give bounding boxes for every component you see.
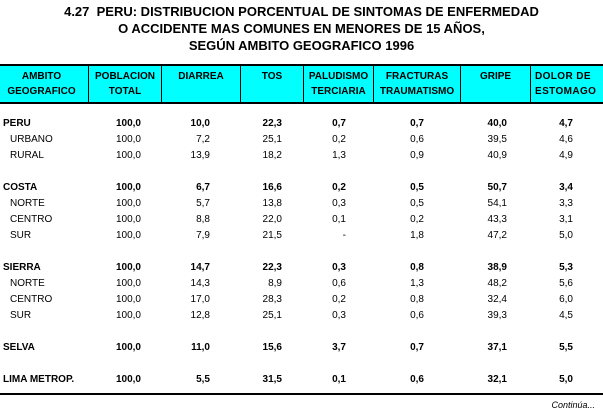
- table-cell: 4,6: [559, 134, 573, 145]
- table-cell: 100,0: [115, 150, 141, 161]
- table-cell: 0,3: [332, 262, 346, 273]
- table-cell: 6,0: [559, 294, 573, 305]
- table-row: [0, 292, 603, 308]
- table-cell: 43,3: [487, 214, 507, 225]
- table-cell: 7,2: [196, 134, 210, 145]
- table-cell: 8,8: [196, 214, 210, 225]
- row-label: SUR: [10, 310, 32, 321]
- table-cell: 7,9: [196, 230, 210, 241]
- table-cell: 10,0: [190, 118, 210, 129]
- row-label: SUR: [10, 230, 32, 241]
- table-row: [0, 340, 603, 356]
- title-line-3: SEGÚN AMBITO GEOGRAFICO 1996: [188, 38, 415, 53]
- header-dolor: DOLOR DE ESTOMAGO: [530, 66, 603, 102]
- table-row: [0, 148, 603, 164]
- header-ambito: AMBITO GEOGRAFICO: [7, 71, 76, 97]
- table-cell: 48,2: [487, 278, 507, 289]
- table-cell: 3,3: [559, 198, 573, 209]
- row-label: COSTA: [3, 182, 38, 193]
- table-cell: 100,0: [115, 310, 141, 321]
- table-cell: 100,0: [115, 294, 141, 305]
- table-cell: 0,7: [332, 118, 346, 129]
- table-cell: 3,4: [559, 182, 573, 193]
- table-cell: 21,5: [262, 230, 282, 241]
- table-bottom-rule: [0, 393, 603, 395]
- row-label: CENTRO: [10, 214, 53, 225]
- header-tos: TOS: [240, 66, 303, 102]
- table-cell: 0,2: [410, 214, 424, 225]
- table-cell: 100,0: [115, 262, 141, 273]
- table-cell: -: [342, 230, 346, 241]
- table-row: [0, 180, 603, 196]
- table-cell: 0,7: [410, 342, 424, 353]
- table-cell: 3,1: [559, 214, 573, 225]
- table-cell: 39,5: [487, 134, 507, 145]
- table-cell: 5,7: [196, 198, 210, 209]
- table-cell: 17,0: [190, 294, 210, 305]
- table-row: [0, 276, 603, 292]
- table-cell: 5,5: [196, 374, 210, 385]
- table-cell: 100,0: [115, 198, 141, 209]
- table-cell: 100,0: [115, 342, 141, 353]
- table-cell: 0,5: [410, 182, 424, 193]
- table-cell: 0,1: [332, 374, 346, 385]
- row-label: NORTE: [10, 198, 45, 209]
- table-cell: 0,3: [332, 198, 346, 209]
- table-cell: 40,9: [487, 150, 507, 161]
- table-cell: 32,1: [487, 374, 507, 385]
- table-cell: 4,9: [559, 150, 573, 161]
- table-cell: 8,9: [268, 278, 282, 289]
- table-cell: 32,4: [487, 294, 507, 305]
- table-row: [0, 372, 603, 388]
- table-cell: 0,9: [410, 150, 424, 161]
- table-cell: 0,1: [332, 214, 346, 225]
- table-cell: 6,7: [196, 182, 210, 193]
- table-cell: 1,8: [410, 230, 424, 241]
- table-cell: 0,6: [332, 278, 346, 289]
- row-label: NORTE: [10, 278, 45, 289]
- header-fracturas: FRACTURAS TRAUMATISMO: [373, 66, 460, 102]
- row-label: URBANO: [10, 134, 53, 145]
- table-cell: 100,0: [115, 278, 141, 289]
- table-row: [0, 308, 603, 324]
- row-label: SIERRA: [3, 262, 41, 273]
- table-row: [0, 196, 603, 212]
- table-cell: 18,2: [262, 150, 282, 161]
- table-cell: 100,0: [115, 182, 141, 193]
- table-cell: 0,6: [410, 374, 424, 385]
- table-cell: 15,6: [262, 342, 282, 353]
- table-cell: 5,6: [559, 278, 573, 289]
- table-cell: 50,7: [487, 182, 507, 193]
- table-cell: 22,3: [262, 262, 282, 273]
- table-cell: 28,3: [262, 294, 282, 305]
- table-cell: 0,6: [410, 134, 424, 145]
- table-cell: 39,3: [487, 310, 507, 321]
- table-cell: 40,0: [487, 118, 507, 129]
- table-cell: 3,7: [332, 342, 346, 353]
- table-cell: 4,5: [559, 310, 573, 321]
- table-cell: 5,3: [559, 262, 573, 273]
- table-cell: 5,0: [559, 230, 573, 241]
- table-cell: 54,1: [487, 198, 507, 209]
- header-gripe: GRIPE: [460, 66, 530, 102]
- table-cell: 100,0: [115, 374, 141, 385]
- row-label: RURAL: [10, 150, 44, 161]
- table-cell: 1,3: [332, 150, 346, 161]
- table-cell: 0,8: [410, 294, 424, 305]
- row-label: SELVA: [3, 342, 35, 353]
- row-label: LIMA METROP.: [3, 374, 75, 385]
- table-cell: 37,1: [487, 342, 507, 353]
- continua-note: Continúa...: [551, 400, 595, 410]
- table-cell: 47,2: [487, 230, 507, 241]
- table-cell: 100,0: [115, 214, 141, 225]
- table-cell: 16,6: [262, 182, 282, 193]
- table-row: [0, 116, 603, 132]
- header-poblacion: POBLACION TOTAL: [88, 66, 161, 102]
- table-cell: 0,5: [410, 198, 424, 209]
- table-cell: 11,0: [191, 342, 210, 353]
- table-row: [0, 228, 603, 244]
- table-cell: 38,9: [487, 262, 507, 273]
- table-cell: 100,0: [115, 118, 141, 129]
- table-cell: 100,0: [115, 230, 141, 241]
- table-row: [0, 132, 603, 148]
- table-cell: 1,3: [410, 278, 424, 289]
- table-cell: 0,2: [332, 134, 346, 145]
- table-cell: 0,2: [332, 294, 346, 305]
- header-diarrea: DIARREA: [161, 66, 240, 102]
- table-cell: 4,7: [559, 118, 573, 129]
- table-cell: 0,3: [332, 310, 346, 321]
- table-cell: 12,8: [190, 310, 210, 321]
- table-cell: 0,6: [410, 310, 424, 321]
- table-cell: 14,7: [190, 262, 210, 273]
- table-cell: 0,2: [332, 182, 346, 193]
- table-cell: 25,1: [262, 134, 282, 145]
- table-cell: 5,5: [559, 342, 573, 353]
- table-cell: 0,8: [410, 262, 424, 273]
- table-cell: 13,8: [262, 198, 282, 209]
- header-paludismo: PALUDISMO TERCIARIA: [303, 66, 373, 102]
- table-cell: 5,0: [559, 374, 573, 385]
- row-label: CENTRO: [10, 294, 53, 305]
- table-cell: 0,7: [410, 118, 424, 129]
- title-line-2: O ACCIDENTE MAS COMUNES EN MENORES DE 15 AÑOS,: [118, 21, 485, 36]
- table-cell: 22,0: [262, 214, 282, 225]
- table-cell: 22,3: [262, 118, 282, 129]
- table-cell: 31,5: [262, 374, 282, 385]
- table-header: [0, 64, 603, 104]
- table-cell: 14,3: [190, 278, 210, 289]
- table-cell: 13,9: [190, 150, 210, 161]
- title-line-1: 4.27 PERU: DISTRIBUCION PORCENTUAL DE SINTOMAS DE ENFERMEDAD: [64, 4, 539, 19]
- table-title: [0, 3, 603, 54]
- table-cell: 25,1: [262, 310, 282, 321]
- table-cell: 100,0: [115, 134, 141, 145]
- row-label: PERU: [3, 118, 31, 129]
- table-row: [0, 260, 603, 276]
- table-row: [0, 212, 603, 228]
